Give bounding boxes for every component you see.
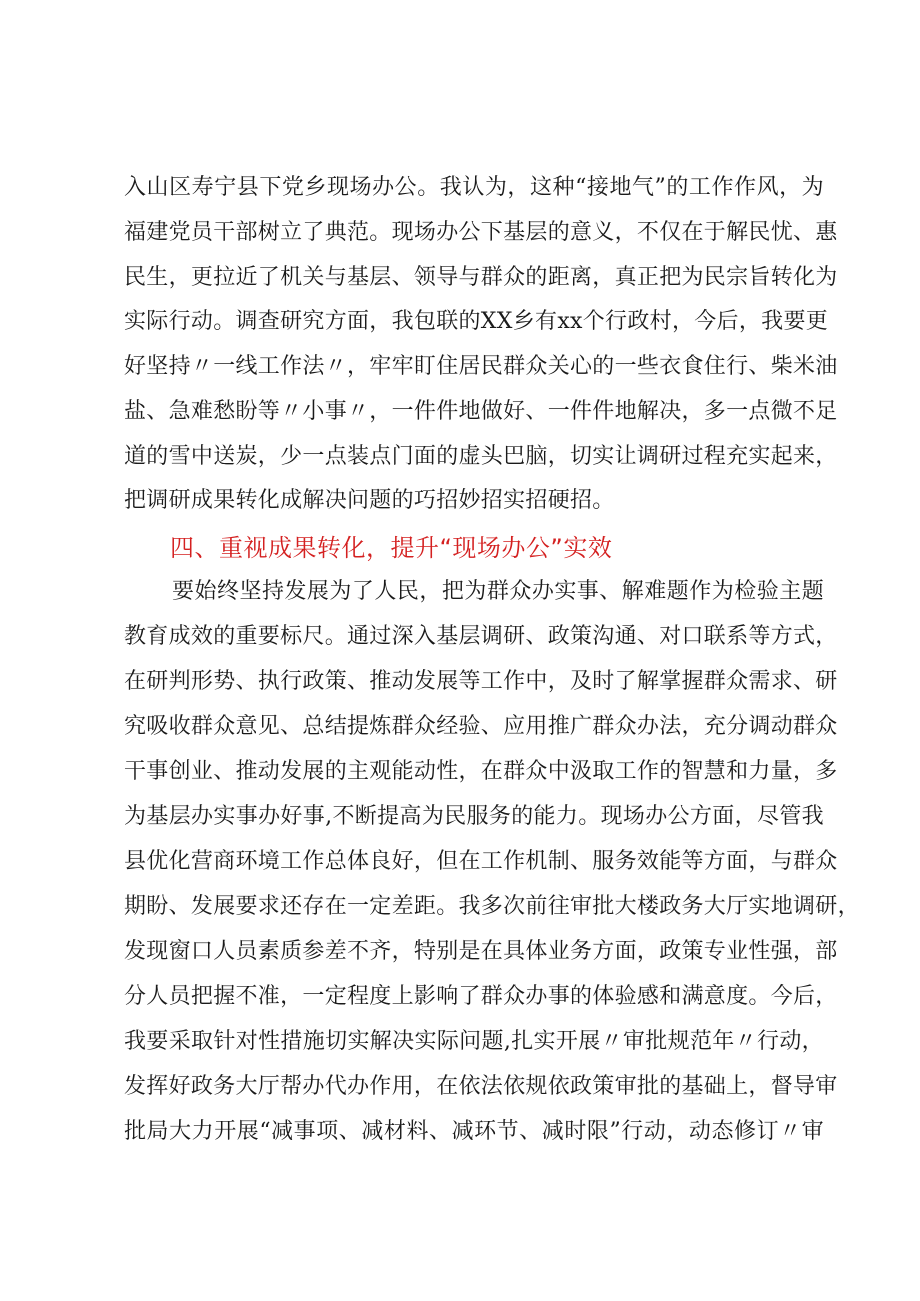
- paragraph-2-line: 发挥好政务大厅帮办代办作用，在依法依规依政策审批的基础上，督导审: [124, 1074, 838, 1099]
- paragraph-1-line: 福建党员干部树立了典范。现场办公下基层的意义，不仅在于解民忧、惠: [124, 220, 838, 245]
- paragraph-2-line: 干事创业、推动发展的主观能动性，在群众中汲取工作的智慧和力量，多: [124, 759, 838, 784]
- paragraph-2-line: 要始终坚持发展为了人民，把为群众办实事、解难题作为检验主题: [172, 579, 824, 604]
- paragraph-2-line: 为基层办实事办好事,不断提高为民服务的能力。现场办公方面，尽管我: [124, 804, 824, 829]
- paragraph-1-line: 民生，更拉近了机关与基层、领导与群众的距离，真正把为民宗旨转化为: [124, 265, 838, 290]
- paragraph-2-line: 县优化营商环境工作总体良好，但在工作机制、服务效能等方面，与群众: [124, 849, 838, 874]
- paragraph-1-line: 好坚持〃一线工作法〃，牢牢盯住居民群众关心的一些衣食住行、柴米油: [124, 354, 838, 379]
- paragraph-2-line: 究吸收群众意见、总结提炼群众经验、应用推广群众办法，充分调动群众: [124, 714, 838, 739]
- paragraph-1-line: 实际行动。调查研究方面，我包联的XX乡有xx个行政村，今后，我要更: [124, 309, 829, 334]
- paragraph-2-line: 发现窗口人员素质参差不齐，特别是在具体业务方面，政策专业性强，部: [124, 939, 838, 964]
- paragraph-2-line: 教育成效的重要标尺。通过深入基层调研、政策沟通、对口联系等方式，: [124, 624, 838, 649]
- paragraph-1-line: 道的雪中送炭，少一点装点门面的虚头巴脑，切实让调研过程充实起来，: [124, 444, 838, 469]
- paragraph-2-line: 分人员把握不准，一定程度上影响了群众办事的体验感和满意度。今后，: [124, 984, 838, 1009]
- paragraph-1-line: 盐、急难愁盼等〃小事〃，一件件地做好、一件件地解决，多一点微不足: [124, 399, 838, 424]
- section-heading: 四、重视成果转化，提升“现场办公”实效: [170, 534, 613, 562]
- paragraph-2-line: 批局大力开展“减事项、减材料、减环节、减时限”行动，动态修订〃审: [124, 1119, 824, 1144]
- paragraph-2-line: 期盼、发展要求还存在一定差距。我多次前往审批大楼政务大厅实地调研，: [124, 894, 860, 919]
- paragraph-2-line: 在研判形势、执行政策、推动发展等工作中，及时了解掌握群众需求、研: [124, 669, 838, 694]
- paragraph-2-line: 我要采取针对性措施切实解决实际问题,扎实开展〃审批规范年〃行动，: [124, 1029, 824, 1054]
- paragraph-1-line: 入山区寿宁县下党乡现场办公。我认为，这种“接地气”的工作作风，为: [124, 175, 824, 200]
- paragraph-1-line: 把调研成果转化成解决问题的巧招妙招实招硬招。: [124, 488, 615, 513]
